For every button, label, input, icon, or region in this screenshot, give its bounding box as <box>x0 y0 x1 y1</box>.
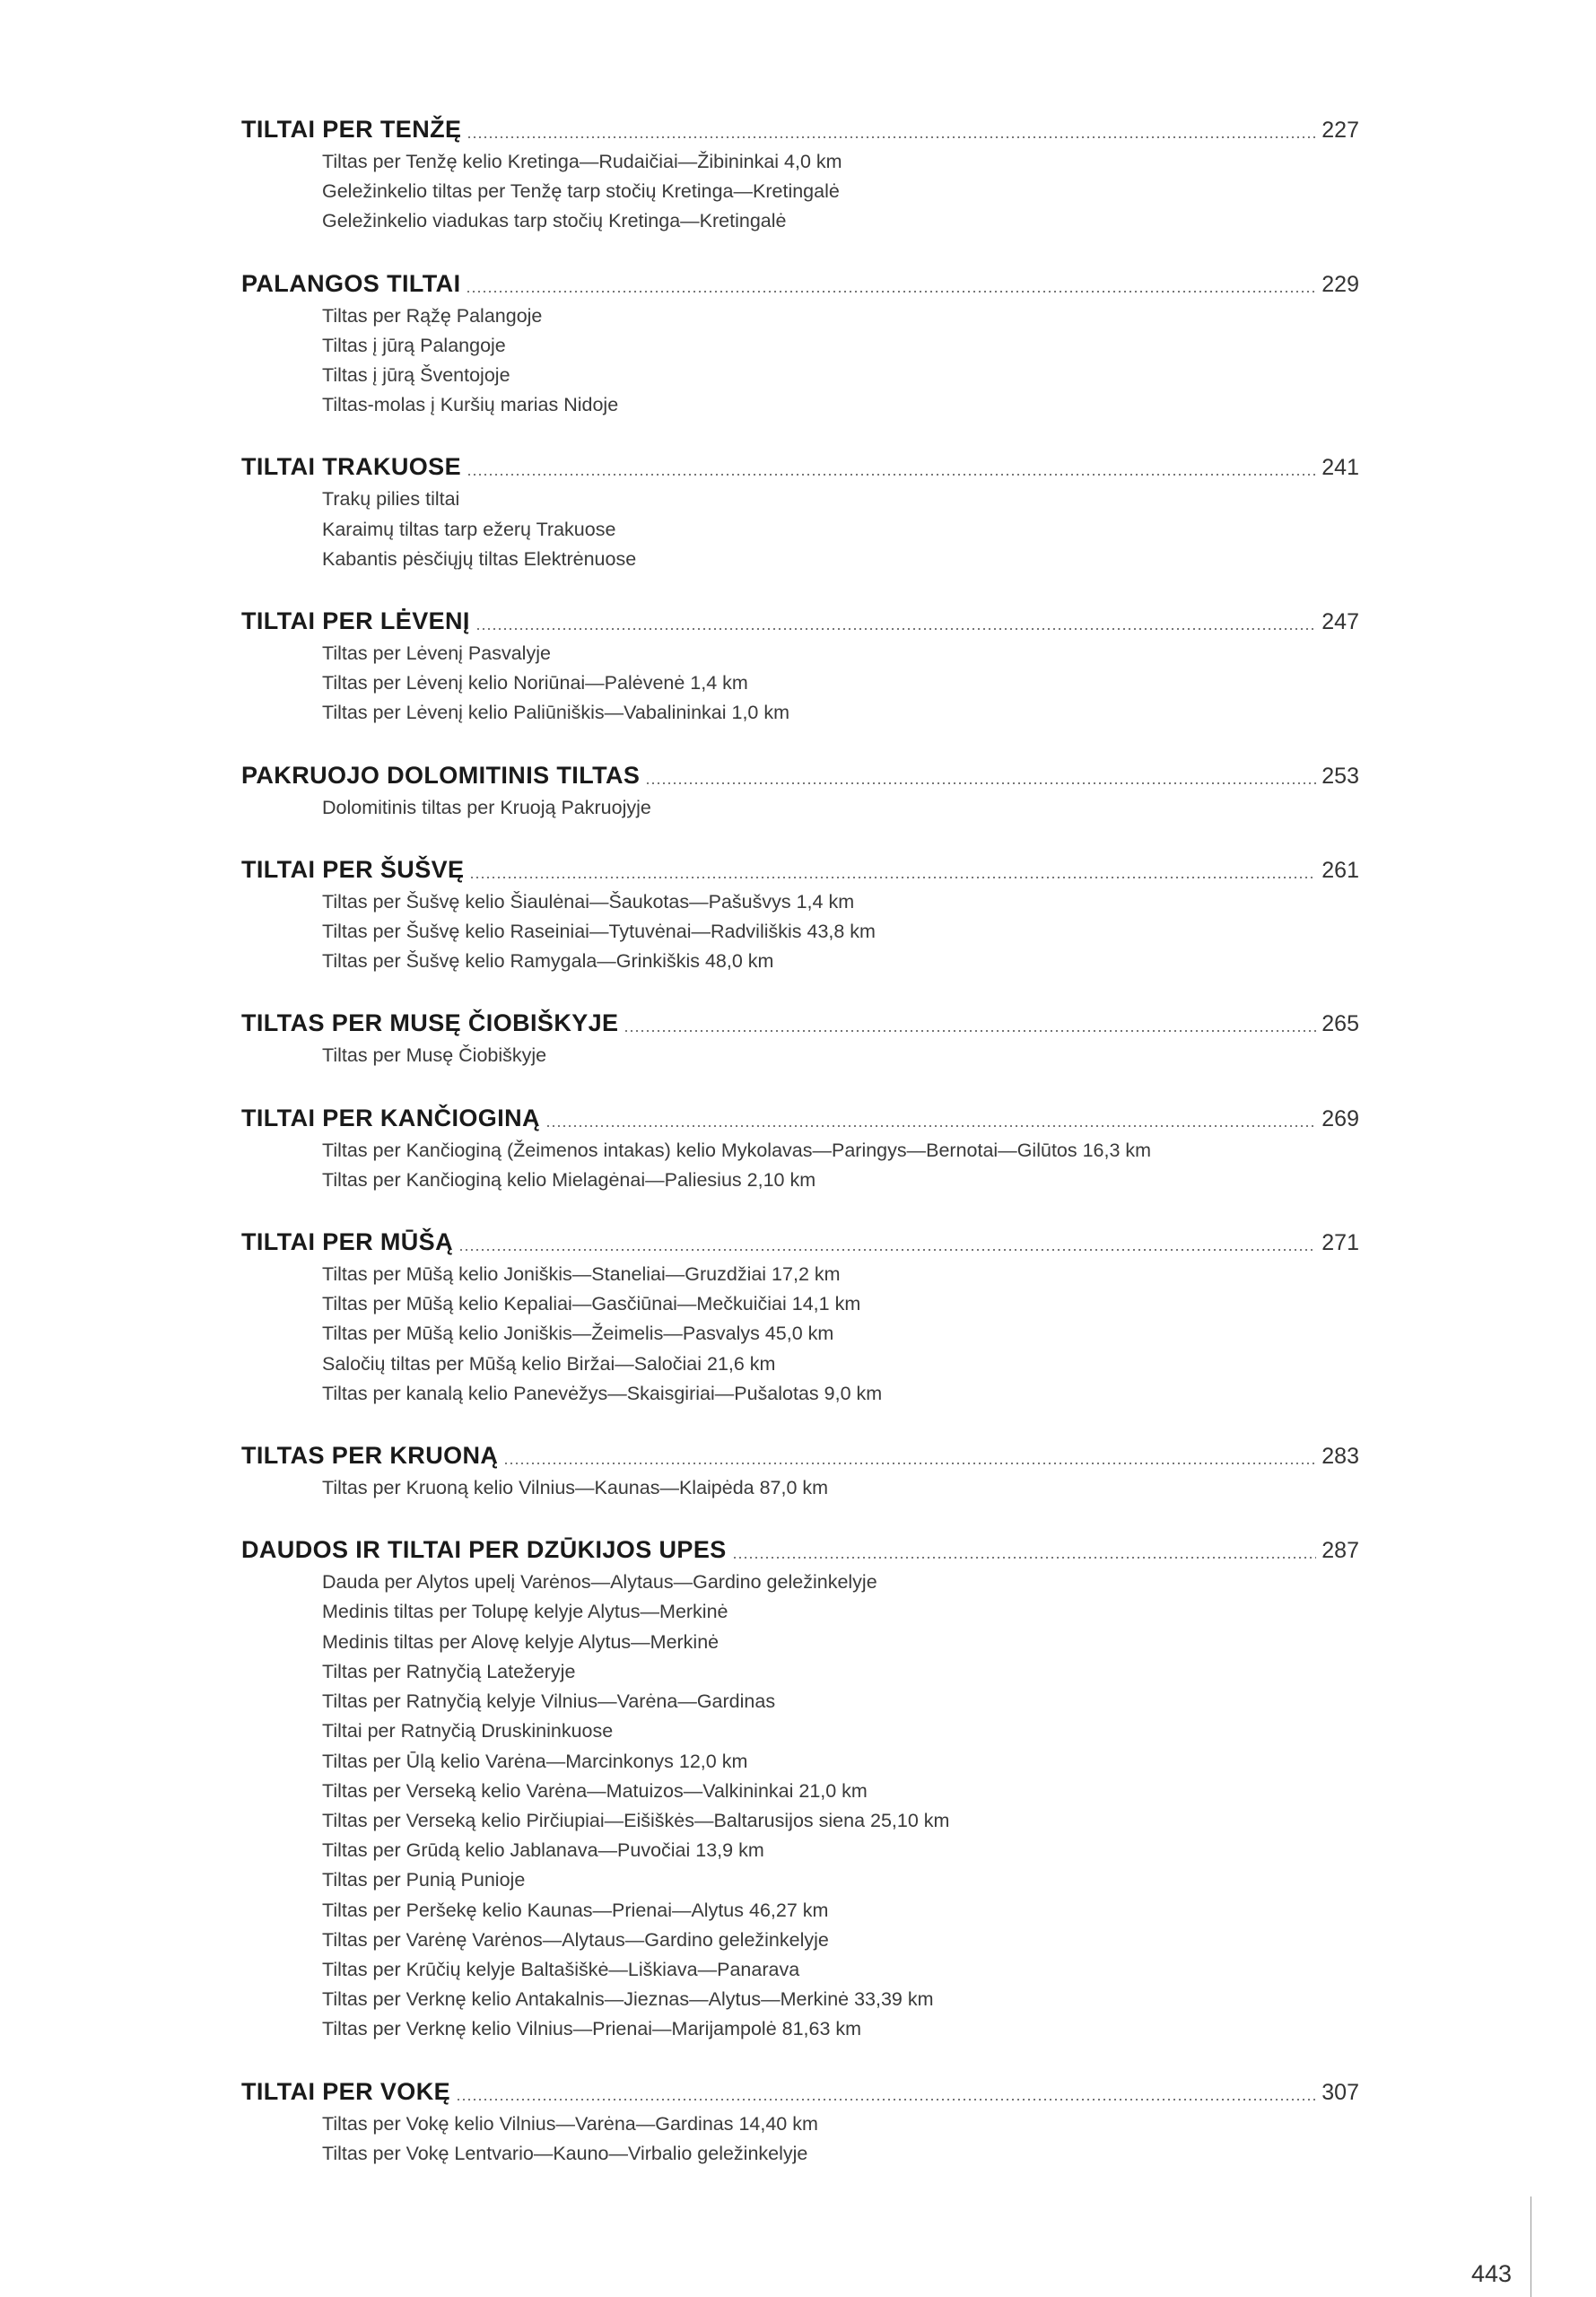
dot-leader <box>467 136 1316 138</box>
section-title: TILTAI TRAKUOSE <box>241 453 461 481</box>
toc-entry: Tiltas per Šušvę kelio Raseiniai—Tytuvėnai—Radviliškis 43,8 km <box>322 921 876 943</box>
dot-leader <box>732 1557 1317 1559</box>
toc-entry: Tiltas per Varėnę Varėnos—Alytaus—Gardino geležinkelyje <box>322 1928 829 1951</box>
toc-entry: Dolomitinis tiltas per Kruoją Pakruojyje <box>322 796 651 818</box>
dot-leader <box>469 877 1316 878</box>
toc-section <box>241 852 1359 977</box>
toc-entry: Tiltas per Vokę kelio Vilnius—Varėna—Gardinas 14,40 km <box>322 2112 818 2135</box>
page-number: 443 <box>1471 2260 1513 2287</box>
toc-entry: Tiltas per Rąžę Palangoje <box>322 304 543 327</box>
toc-section <box>241 449 1359 574</box>
toc-entry-list <box>241 639 1359 729</box>
section-title: DAUDOS IR TILTAI PER DZŪKIJOS UPES <box>241 1536 727 1564</box>
toc-entry: Tiltas per Verknę kelio Antakalnis—Jieznas—Alytus—Merkinė 33,39 km <box>322 1988 934 2011</box>
toc-section <box>241 266 1359 421</box>
dot-leader <box>645 782 1316 784</box>
toc-entry: Tiltas per Kruoną kelio Vilnius—Kaunas—Klaipėda 87,0 km <box>322 1477 829 1499</box>
toc-section <box>241 1437 1359 1503</box>
toc-entry: Tiltas per Lėvenį Pasvalyje <box>322 642 551 665</box>
section-title: PALANGOS TILTAI <box>241 269 461 297</box>
toc-heading <box>241 1005 1359 1041</box>
dot-leader <box>503 1463 1316 1464</box>
toc-section <box>241 2074 1359 2169</box>
toc-entry: Tiltas į jūrą Palangoje <box>322 334 506 356</box>
toc-entry: Tiltas per Musę Čiobiškyje <box>322 1044 547 1067</box>
toc-entry: Saločių tiltas per Mūšą kelio Biržai—Saločiai 21,6 km <box>322 1352 776 1375</box>
toc-heading <box>241 2074 1359 2109</box>
toc-entry: Tiltas per Vokę Lentvario—Kauno—Virbalio geležinkelyje <box>322 2142 808 2164</box>
section-page-number: 307 <box>1321 2079 1359 2105</box>
toc-entry: Tiltas per Kančioginą (Žeimenos intakas) kelio Mykolavas—Paringys—Bernotai—Gilūtos 16,3 km <box>322 1139 1152 1161</box>
toc-entry: Tiltas per Mūšą kelio Joniškis—Žeimelis—Pasvalys 45,0 km <box>322 1323 834 1345</box>
toc-entry: Karaimų tiltas tarp ežerų Trakuose <box>322 518 616 540</box>
toc-entry: Tiltas per Mūšą kelio Kepaliai—Gasčiūnai—Mečkuičiai 14,1 km <box>322 1293 861 1315</box>
table-of-contents <box>241 111 1359 2197</box>
toc-entry: Tiltas per kanalą kelio Panevėžys—Skaisgiriai—Pušalotas 9,0 km <box>322 1382 883 1404</box>
toc-entry: Tiltai per Ratnyčią Druskininkuose <box>322 1720 614 1742</box>
toc-entry: Geležinkelio tiltas per Tenžę tarp stočių Kretinga—Kretingalė <box>322 180 840 203</box>
dot-leader <box>466 291 1316 293</box>
dot-leader <box>475 628 1316 630</box>
toc-entry: Trakų pilies tiltai <box>322 488 460 511</box>
toc-heading <box>241 603 1359 639</box>
section-title: TILTAI PER VOKĘ <box>241 2077 451 2105</box>
toc-entry: Medinis tiltas per Alovę kelyje Alytus—Merkinė <box>322 1630 720 1653</box>
section-title: PAKRUOJO DOLOMITINIS TILTAS <box>241 761 641 789</box>
section-title: TILTAS PER MUSĘ ČIOBIŠKYJE <box>241 1009 619 1037</box>
toc-entry-list <box>241 887 1359 977</box>
section-page-number: 261 <box>1321 857 1359 883</box>
section-title: TILTAS PER KRUONĄ <box>241 1442 499 1470</box>
toc-entry: Tiltas per Lėvenį kelio Paliūniškis—Vabalininkai 1,0 km <box>322 702 790 724</box>
toc-entry: Tiltas-molas į Kuršių marias Nidoje <box>322 394 619 416</box>
section-page-number: 229 <box>1321 271 1359 297</box>
dot-leader <box>458 1249 1316 1251</box>
toc-heading <box>241 1437 1359 1473</box>
section-page-number: 287 <box>1321 1538 1359 1564</box>
toc-entry: Tiltas per Ūlą kelio Varėna—Marcinkonys 12,0 km <box>322 1750 748 1772</box>
toc-entry: Tiltas per Verknę kelio Vilnius—Prienai—Marijampolė 81,63 km <box>322 2018 862 2040</box>
section-page-number: 241 <box>1321 455 1359 481</box>
section-title: TILTAI PER LĖVENĮ <box>241 607 470 635</box>
toc-entry: Tiltas per Šušvę kelio Ramygala—Grinkiškis 48,0 km <box>322 950 774 973</box>
section-page-number: 247 <box>1321 609 1359 635</box>
section-title: TILTAI PER ŠUŠVĘ <box>241 855 465 883</box>
toc-heading <box>241 266 1359 301</box>
section-page-number: 265 <box>1321 1011 1359 1037</box>
toc-entry-list <box>241 1473 1359 1503</box>
toc-entry-list <box>241 301 1359 421</box>
dot-leader <box>624 1030 1316 1032</box>
toc-entry-list <box>241 1260 1359 1409</box>
toc-section <box>241 111 1359 237</box>
section-page-number: 283 <box>1321 1444 1359 1470</box>
toc-section <box>241 757 1359 823</box>
toc-entry: Tiltas per Šušvę kelio Šiaulėnai—Šaukotas—Pašušvys 1,4 km <box>322 890 855 913</box>
toc-entry-list <box>241 147 1359 237</box>
toc-entry-list <box>241 485 1359 574</box>
section-title: TILTAI PER KANČIOGINĄ <box>241 1104 540 1131</box>
dot-leader <box>467 474 1316 476</box>
toc-entry: Tiltas per Krūčių kelyje Baltašiškė—Liškiava—Panarava <box>322 1958 800 1980</box>
dot-leader <box>545 1125 1316 1127</box>
toc-heading <box>241 1100 1359 1136</box>
toc-entry: Medinis tiltas per Tolupę kelyje Alytus—Merkinė <box>322 1601 728 1623</box>
toc-entry: Dauda per Alytos upelį Varėnos—Alytaus—Gardino geležinkelyje <box>322 1571 877 1594</box>
toc-entry: Kabantis pėsčiųjų tiltas Elektrėnuose <box>322 547 637 570</box>
dot-leader <box>456 2099 1316 2100</box>
toc-entry: Tiltas per Ratnyčią kelyje Vilnius—Varėna—Gardinas <box>322 1690 776 1713</box>
section-page-number: 227 <box>1321 118 1359 143</box>
section-page-number: 271 <box>1321 1230 1359 1256</box>
section-title: TILTAI PER MŪŠĄ <box>241 1228 453 1256</box>
toc-section <box>241 1100 1359 1195</box>
toc-entry: Geležinkelio viadukas tarp stočių Kretinga—Kretingalė <box>322 210 787 232</box>
section-page-number: 253 <box>1321 763 1359 789</box>
toc-section <box>241 1005 1359 1070</box>
toc-entry: Tiltas per Ratnyčią Latežeryje <box>322 1660 576 1682</box>
toc-entry: Tiltas per Verseką kelio Pirčiupiai—Eišiškės—Baltarusijos siena 25,10 km <box>322 1809 950 1831</box>
toc-section <box>241 1532 1359 2044</box>
toc-section <box>241 603 1359 729</box>
toc-heading <box>241 1224 1359 1260</box>
toc-entry: Tiltas per Grūdą kelio Jablanava—Puvočiai 13,9 km <box>322 1839 764 1862</box>
toc-entry: Tiltas per Verseką kelio Varėna—Matuizos—Valkininkai 21,0 km <box>322 1779 868 1802</box>
toc-section <box>241 1224 1359 1409</box>
toc-heading <box>241 449 1359 485</box>
toc-entry: Tiltas per Peršekę kelio Kaunas—Prienai—Alytus 46,27 km <box>322 1899 829 1921</box>
toc-entry-list <box>241 1136 1359 1195</box>
toc-heading <box>241 852 1359 887</box>
toc-entry: Tiltas per Tenžę kelio Kretinga—Rudaičiai—Žibininkai 4,0 km <box>322 151 842 172</box>
toc-entry-list <box>241 1568 1359 2044</box>
toc-entry: Tiltas į jūrą Šventojoje <box>322 364 510 387</box>
toc-entry-list <box>241 793 1359 823</box>
section-page-number: 269 <box>1321 1105 1359 1131</box>
toc-entry: Tiltas per Lėvenį kelio Noriūnai—Palėvenė 1,4 km <box>322 672 748 694</box>
toc-heading <box>241 757 1359 793</box>
section-title: TILTAI PER TENŽĘ <box>241 116 462 143</box>
toc-entry: Tiltas per Kančioginą kelio Mielagėnai—Paliesius 2,10 km <box>322 1168 816 1191</box>
toc-heading <box>241 1532 1359 1568</box>
toc-entry: Tiltas per Punią Punioje <box>322 1869 526 1891</box>
toc-entry: Tiltas per Mūšą kelio Joniškis—Staneliai—Gruzdžiai 17,2 km <box>322 1263 841 1286</box>
toc-entry-list <box>241 2109 1359 2169</box>
toc-entry-list <box>241 1041 1359 1070</box>
toc-heading <box>241 111 1359 147</box>
